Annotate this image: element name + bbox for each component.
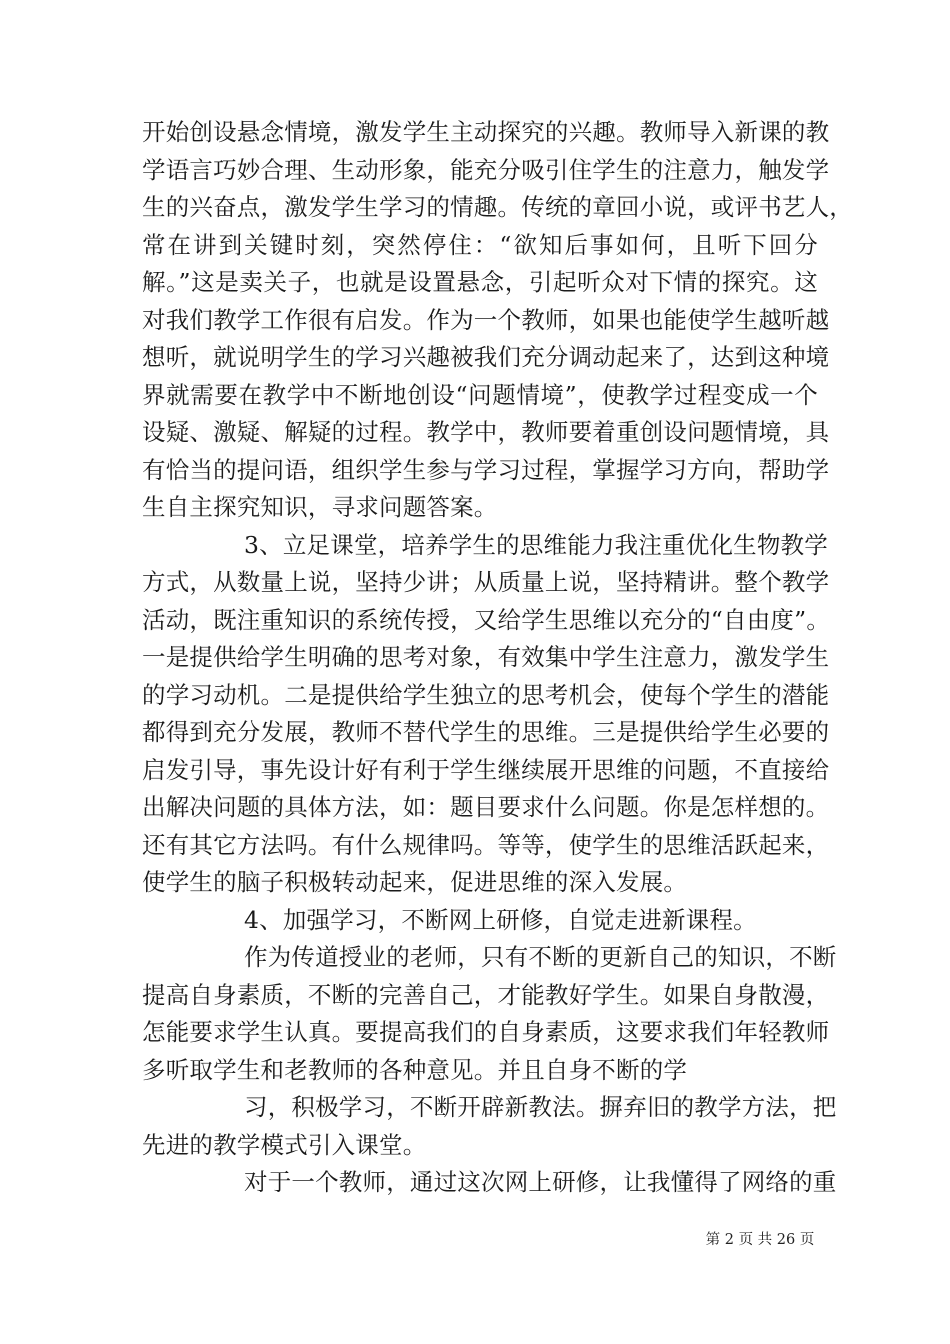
text-line-18: 启发引导，事先设计好有利于学生继续展开思维的问题，不直接给 <box>142 755 830 784</box>
text-line-29: 对于一个教师，通过这次网上研修，让我懂得了网络的重 <box>244 1168 837 1196</box>
text-line-19: 出解决问题的具体方法，如：题目要求什么问题。你是怎样想的。 <box>142 793 830 821</box>
text-line-26: 多听取学生和老教师的各种意见。并且自身不断的学 <box>142 1055 688 1084</box>
text-line-27: 习，积极学习，不断开辟新教法。摒弃旧的教学方法，把 <box>244 1093 837 1121</box>
text-line-25: 怎能要求学生认真。要提高我们的自身素质，这要求我们年轻教师 <box>142 1018 830 1046</box>
page-number-footer: 第 2 页 共 26 页 <box>705 1232 815 1248</box>
text-line-6: 对我们教学工作很有启发。作为一个教师，如果也能使学生越听越 <box>142 305 830 334</box>
text-line-5: 解。”这是卖关子，也就是设置悬念，引起听众对下情的探究。这 <box>142 268 818 296</box>
text-line-4: 常在讲到关键时刻，突然停住：“欲知后事如何，且听下回分 <box>142 230 818 259</box>
text-line-21: 使学生的脑子积极转动起来，促进思维的深入发展。 <box>142 868 688 896</box>
text-line-14: 活动，既注重知识的系统传授，又给学生思维以充分的“自由度”。 <box>142 605 831 634</box>
text-line-22: 4、加强学习，不断网上研修，自觉走进新课程。 <box>244 905 757 934</box>
text-line-16: 的学习动机。二是提供给学生独立的思考机会，使每个学生的潜能 <box>142 680 830 709</box>
text-line-11: 生自主探究知识，寻求问题答案。 <box>142 493 498 521</box>
text-line-13: 方式，从数量上说，坚持少讲；从质量上说，坚持精讲。整个教学 <box>142 568 830 596</box>
text-line-1: 开始创设悬念情境，激发学生主动探究的兴趣。教师导入新课的教 <box>142 118 830 146</box>
document-body <box>142 114 853 1202</box>
text-line-15: 一是提供给学生明确的思考对象，有效集中学生注意力，激发学生 <box>142 643 830 671</box>
text-line-9: 设疑、激疑、解疑的过程。教学中，教师要着重创设问题情境，具 <box>142 418 830 446</box>
text-line-12: 3、立足课堂，培养学生的思维能力我注重优化生物教学 <box>244 530 828 559</box>
text-line-2: 学语言巧妙合理、生动形象，能充分吸引住学生的注意力，触发学 <box>142 155 830 184</box>
text-line-8: 界就需要在教学中不断地创设“问题情境”，使教学过程变成一个 <box>142 380 818 409</box>
text-line-10: 有恰当的提问语，组织学生参与学习过程，掌握学习方向，帮助学 <box>142 455 830 484</box>
text-line-23: 作为传道授业的老师，只有不断的更新自己的知识，不断 <box>244 943 837 971</box>
text-line-20: 还有其它方法吗。有什么规律吗。等等，使学生的思维活跃起来， <box>142 830 830 859</box>
text-line-17: 都得到充分发展，教师不替代学生的思维。三是提供给学生必要的 <box>142 718 830 746</box>
text-line-7: 想听，就说明学生的学习兴趣被我们充分调动起来了，达到这种境 <box>142 343 830 371</box>
text-line-24: 提高自身素质，不断的完善自己，才能教好学生。如果自身散漫， <box>142 980 830 1009</box>
text-line-28: 先进的教学模式引入课堂。 <box>142 1130 427 1159</box>
text-line-3: 生的兴奋点，激发学生学习的情趣。传统的章回小说，或评书艺人， <box>142 193 853 221</box>
